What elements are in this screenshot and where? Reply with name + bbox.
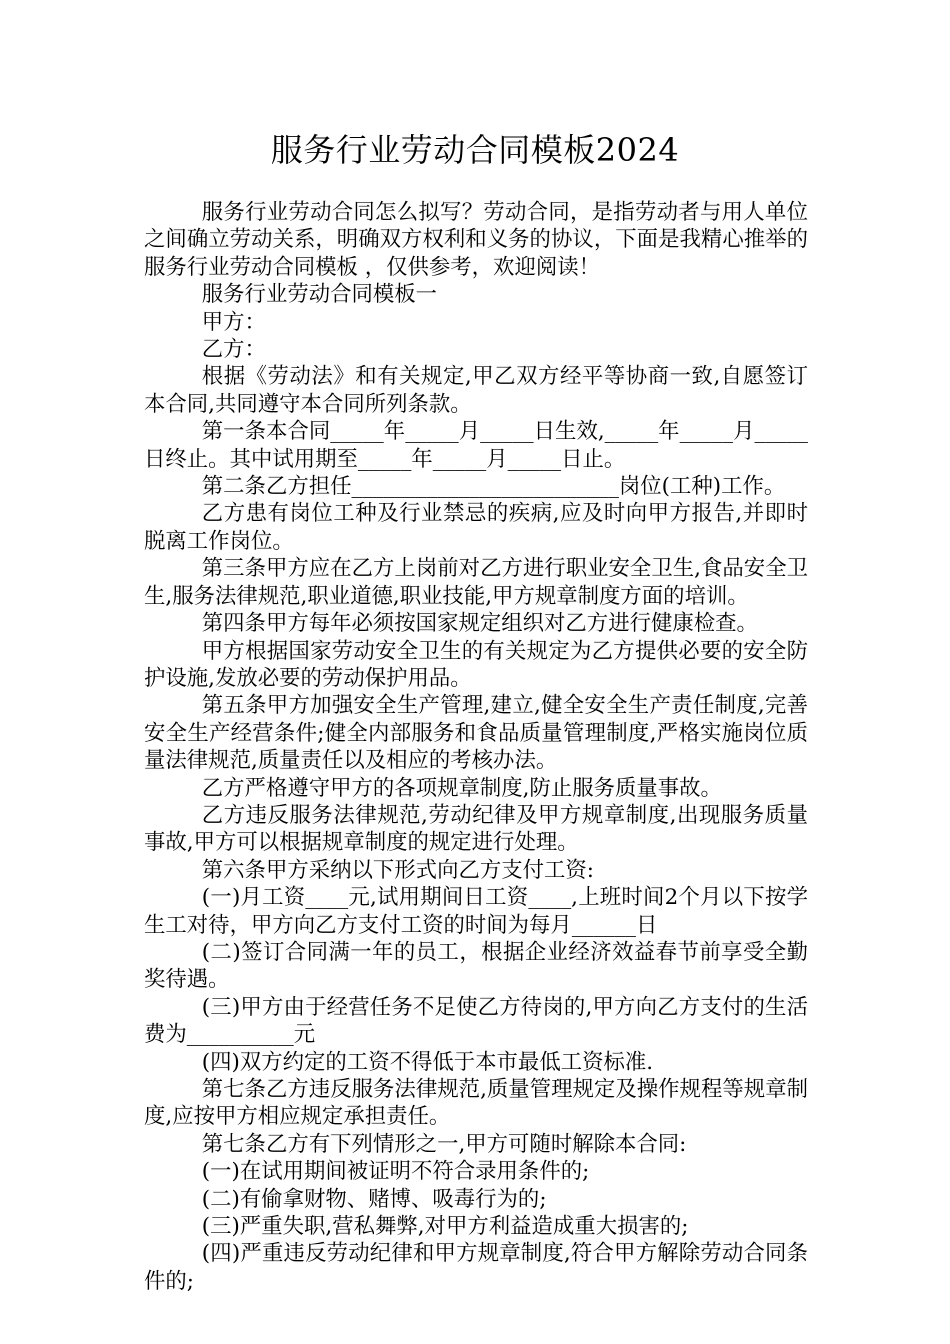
paragraph-article-6-item-4: (四)双方约定的工资不得低于本市最低工资标准.	[201, 1049, 654, 1075]
paragraph-article-7b-item-3: (三)严重失职,营私舞弊,对甲方利益造成重大损害的;	[201, 1214, 689, 1240]
paragraph-article-3: 第三条甲方应在乙方上岗前对乙方进行职业安全卫生,食品安全卫生,服务法律规范,职业道德,职业技能,甲方规章制度方面的培训。	[144, 556, 808, 609]
paragraph-article-2: 第二条乙方担任_________________________岗位(工种)工作。	[201, 474, 786, 500]
paragraph-article-6-item-3: (三)甲方由于经营任务不足使乙方待岗的,甲方向乙方支付的生活费为__________元	[144, 994, 808, 1048]
paragraph-party-a: 甲方：	[201, 309, 266, 335]
paragraph-article-4: 第四条甲方每年必须按国家规定组织对乙方进行健康检查。	[201, 611, 758, 637]
paragraph-article-7b-item-1: (一)在试用期间被证明不符合录用条件的;	[201, 1159, 590, 1185]
paragraph-article-2-note: 乙方患有岗位工种及行业禁忌的疾病,应及时向甲方报告,并即时脱离工作岗位。	[144, 501, 808, 554]
paragraph-preamble: 根据《劳动法》和有关规定,甲乙双方经平等协商一致,自愿签订本合同,共同遵守本合同所列条款。	[144, 364, 808, 417]
document-title: 服务行业劳动合同模板2024	[270, 131, 680, 169]
paragraph-party-b: 乙方：	[201, 337, 266, 363]
paragraph-template-heading: 服务行业劳动合同模板一	[201, 282, 438, 308]
paragraph-article-6-item-1: (一)月工资____元,试用期间日工资____,上班时间2个月以下按学生工对待，甲方向乙方支付工资的时间为每月______日	[144, 885, 808, 938]
paragraph-article-4-note: 甲方根据国家劳动安全卫生的有关规定为乙方提供必要的安全防护设施,发放必要的劳动保护用品。	[144, 638, 808, 691]
document-body	[144, 199, 808, 1295]
paragraph-article-5-note-2: 乙方违反服务法律规范,劳动纪律及甲方规章制度,出现服务质量事故,甲方可以根据规章制度的规定进行处理。	[144, 802, 808, 856]
paragraph-article-7b: 第七条乙方有下列情形之一,甲方可随时解除本合同:	[201, 1131, 687, 1157]
paragraph-article-6: 第六条甲方采纳以下形式向乙方支付工资:	[201, 857, 595, 883]
paragraph-article-5-note-1: 乙方严格遵守甲方的各项规章制度,防止服务质量事故。	[201, 775, 722, 801]
paragraph-article-5: 第五条甲方加强安全生产管理,建立,健全安全生产责任制度,完善安全生产经营条件;健全内部服务和食品质量管理制度,严格实施岗位质量法律规范,质量责任以及相应的考核办法。	[144, 693, 808, 774]
paragraph-article-7b-item-2: (二)有偷拿财物、赌博、吸毒行为的;	[201, 1186, 547, 1212]
paragraph-article-7b-item-4: (四)严重违反劳动纪律和甲方规章制度,符合甲方解除劳动合同条件的;	[144, 1241, 808, 1294]
paragraph-article-7a: 第七条乙方违反服务法律规范,质量管理规定及操作规程等规章制度,应按甲方相应规定承担责任。	[144, 1077, 808, 1130]
paragraph-intro: 服务行业劳动合同怎么拟写？劳动合同，是指劳动者与用人单位之间确立劳动关系，明确双方权利和义务的协议，下面是我精心推举的服务行业劳动合同模板 ，仅供参考，欢迎阅读！	[144, 200, 808, 280]
paragraph-article-6-item-2: (二)签订合同满一年的员工，根据企业经济效益春节前享受全勤奖待遇。	[144, 939, 808, 993]
paragraph-article-1: 第一条本合同_____年_____月_____日生效,_____年_____月_____日终止。其中试用期至_____年_____月_____日止。	[144, 419, 808, 472]
